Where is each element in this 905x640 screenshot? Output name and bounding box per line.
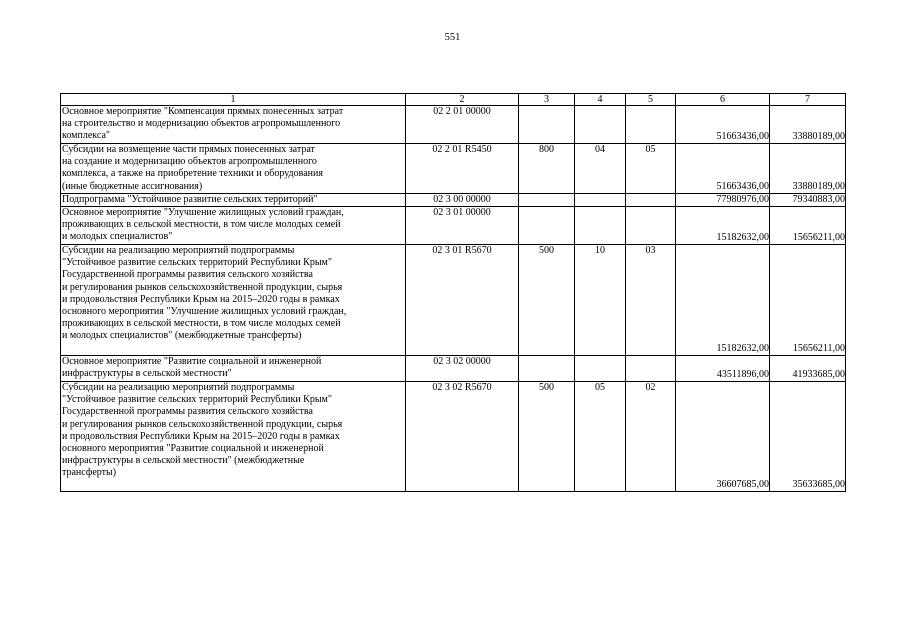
row-code-cell: 02 2 01 R5450 — [406, 144, 519, 194]
row-amount-col7: 33880189,00 — [770, 106, 846, 144]
row-amount-col7: 79340883,00 — [770, 194, 846, 207]
row-code-cell: 02 3 02 R5670 — [406, 382, 519, 492]
page-number: 551 — [444, 32, 461, 43]
budget-table — [60, 93, 846, 492]
row-col4-cell — [575, 194, 626, 207]
row-name-cell: Основное мероприятие "Улучшение жилищных условий граждан, проживающих в сельской местности, в том числе молодых семей и молодых специалистов" — [61, 207, 406, 245]
row-amount-col7: 35633685,00 — [770, 382, 846, 492]
column-header-5: 5 — [626, 94, 676, 106]
row-col4-cell: 04 — [575, 144, 626, 194]
column-header-1: 1 — [61, 94, 406, 106]
row-name-cell: Субсидии на реализацию мероприятий подпрограммы "Устойчивое развитие сельских территорий Республики Крым" Государственной программы развития сельского хозяйства и регулирования рынков сельскохозяйственной продукции, сырья и продовольствия Республики Крым на 2015–2020 годы в рамках основного мероприятия "Улучшение жилищных условий граждан, проживающих в сельской местности, в том числе молодых семей и молодых специалистов" (межбюджетные трансферты) — [61, 245, 406, 356]
row-col3-cell: 500 — [519, 245, 575, 356]
row-col5-cell — [626, 207, 676, 245]
row-amount-col6: 15182632,00 — [676, 207, 770, 245]
row-col3-cell: 800 — [519, 144, 575, 194]
row-col3-cell — [519, 207, 575, 245]
column-header-2: 2 — [406, 94, 519, 106]
row-name-cell: Субсидии на реализацию мероприятий подпрограммы "Устойчивое развитие сельских территорий Республики Крым" Государственной программы развития сельского хозяйства и регулирования рынков сельскохозяйственной продукции, сырья и продовольствия Республики Крым на 2015–2020 годы в рамках основного мероприятия "Развитие социальной и инженерной инфраструктуры в сельской местности" (межбюджетные трансферты) — [61, 382, 406, 492]
row-amount-col6: 43511896,00 — [676, 356, 770, 382]
row-col5-cell: 03 — [626, 245, 676, 356]
row-amount-col7: 41933685,00 — [770, 356, 846, 382]
row-col5-cell: 05 — [626, 144, 676, 194]
row-code-cell: 02 3 01 R5670 — [406, 245, 519, 356]
row-col4-cell — [575, 106, 626, 144]
row-code-cell: 02 2 01 00000 — [406, 106, 519, 144]
column-header-3: 3 — [519, 94, 575, 106]
table-row — [61, 245, 846, 356]
row-amount-col6: 51663436,00 — [676, 144, 770, 194]
row-amount-col6: 51663436,00 — [676, 106, 770, 144]
row-col3-cell: 500 — [519, 382, 575, 492]
row-col5-cell: 02 — [626, 382, 676, 492]
table-row — [61, 356, 846, 382]
row-col4-cell — [575, 356, 626, 382]
row-col4-cell: 10 — [575, 245, 626, 356]
row-col5-cell — [626, 194, 676, 207]
row-code-cell: 02 3 01 00000 — [406, 207, 519, 245]
row-amount-col6: 15182632,00 — [676, 245, 770, 356]
row-name-cell: Основное мероприятие "Компенсация прямых понесенных затрат на строительство и модернизацию объектов агропромышленного комплекса" — [61, 106, 406, 144]
row-col3-cell — [519, 194, 575, 207]
table-row — [61, 382, 846, 492]
row-amount-col7: 33880189,00 — [770, 144, 846, 194]
row-col5-cell — [626, 106, 676, 144]
row-code-cell: 02 3 00 00000 — [406, 194, 519, 207]
row-col5-cell — [626, 356, 676, 382]
table-row — [61, 144, 846, 194]
row-amount-col6: 77980976,00 — [676, 194, 770, 207]
row-name-cell: Субсидии на возмещение части прямых понесенных затрат на создание и модернизацию объектов агропромышленного комплекса, а также на приобретение техники и оборудования (иные бюджетные ассигнования) — [61, 144, 406, 194]
table-header-row — [61, 94, 846, 106]
row-col3-cell — [519, 356, 575, 382]
table-row — [61, 207, 846, 245]
row-amount-col7: 15656211,00 — [770, 207, 846, 245]
column-header-6: 6 — [676, 94, 770, 106]
row-col4-cell — [575, 207, 626, 245]
table-row — [61, 194, 846, 207]
row-col3-cell — [519, 106, 575, 144]
row-amount-col7: 15656211,00 — [770, 245, 846, 356]
column-header-4: 4 — [575, 94, 626, 106]
table-row — [61, 106, 846, 144]
row-name-cell: Основное мероприятие "Развитие социальной и инженерной инфраструктуры в сельской местности" — [61, 356, 406, 382]
row-name-cell: Подпрограмма "Устойчивое развитие сельских территорий" — [61, 194, 406, 207]
row-amount-col6: 36607685,00 — [676, 382, 770, 492]
column-header-7: 7 — [770, 94, 846, 106]
row-code-cell: 02 3 02 00000 — [406, 356, 519, 382]
row-col4-cell: 05 — [575, 382, 626, 492]
